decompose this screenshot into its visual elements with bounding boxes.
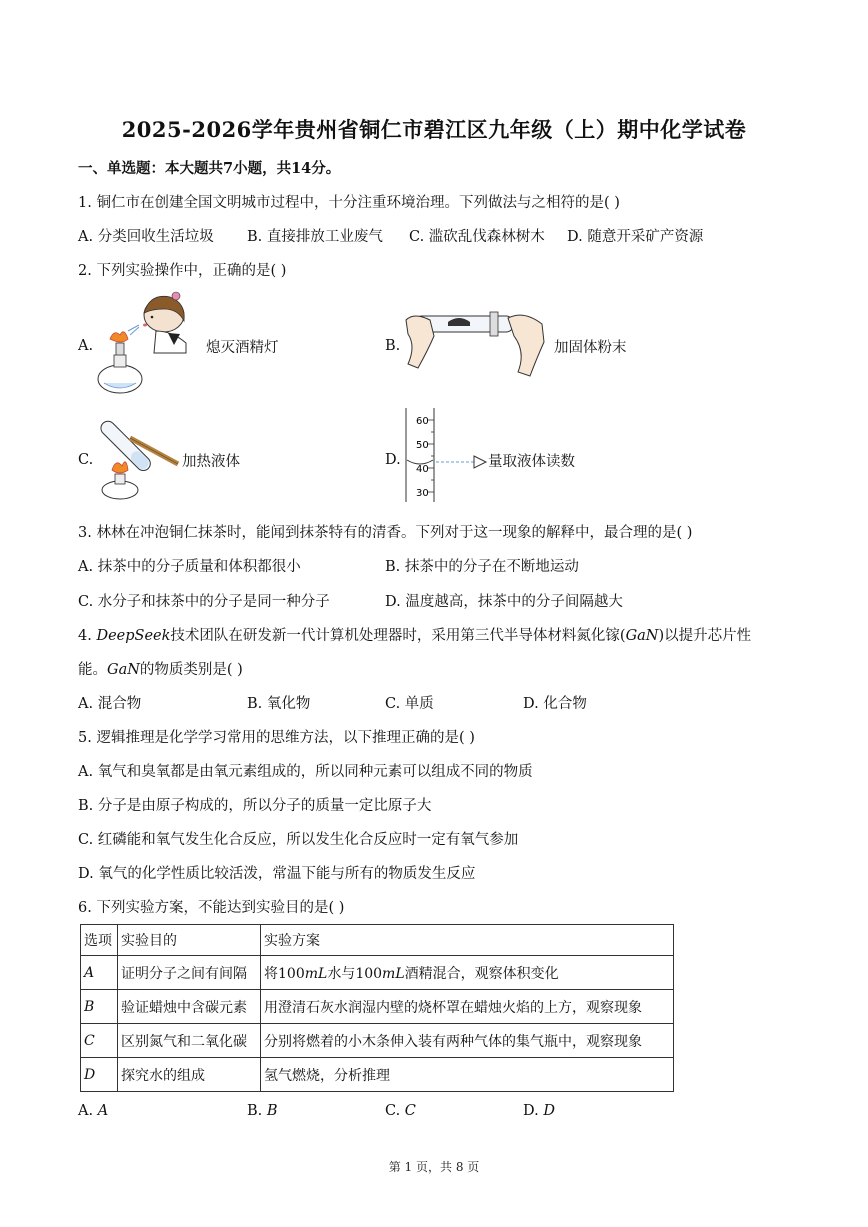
question-1-stem: 1. 铜仁市在创建全国文明城市过程中，十分注重环境治理。下列做法与之相符的是( ) bbox=[78, 195, 620, 211]
q1-option-a: A. 分类回收生活垃圾 bbox=[78, 229, 214, 245]
question-6-stem: 6. 下列实验方案，不能达到实验目的是( ) bbox=[78, 900, 345, 916]
tick-60: 60 bbox=[416, 416, 429, 427]
row-purpose: 验证蜡烛中含碳元素 bbox=[118, 990, 261, 1024]
q5-option-d: D. 氧气的化学性质比较活泼，常温下能与所有的物质发生反应 bbox=[78, 866, 476, 882]
table-row bbox=[81, 990, 674, 1024]
q2-option-a-caption: 熄灭酒精灯 bbox=[206, 340, 279, 356]
table-row bbox=[81, 956, 674, 990]
q5-option-c: C. 红磷能和氧气发生化合反应，所以发生化合反应时一定有氧气参加 bbox=[78, 832, 519, 848]
header-option: 选项 bbox=[81, 925, 118, 956]
row-purpose: 探究水的组成 bbox=[118, 1058, 261, 1092]
experiment-table bbox=[80, 924, 674, 1092]
q6-option-a: A. A bbox=[78, 1103, 109, 1119]
q6-option-b: B. B bbox=[247, 1103, 278, 1119]
q2-option-d-caption: 量取液体读数 bbox=[488, 454, 575, 470]
q4-option-d: D. 化合物 bbox=[523, 696, 587, 712]
q2-option-b-caption: 加固体粉末 bbox=[554, 340, 627, 356]
row-plan: 用澄清石灰水润湿内壁的烧杯罩在蜡烛火焰的上方，观察现象 bbox=[261, 990, 674, 1024]
table-header-row bbox=[81, 925, 674, 956]
q4-option-c: C. 单质 bbox=[385, 696, 434, 712]
row-option: A bbox=[81, 956, 118, 990]
graduated-cylinder-figure bbox=[400, 406, 490, 504]
question-3-stem: 3. 林林在冲泡铜仁抹茶时，能闻到抹茶特有的清香。下列对于这一现象的解释中，最合理的是( ) bbox=[78, 525, 693, 541]
heating-liquid-figure bbox=[94, 408, 184, 500]
q2-option-d-letter: D. bbox=[385, 452, 401, 468]
q6-option-d: D. D bbox=[523, 1103, 555, 1119]
q4-option-b: B. 氧化物 bbox=[247, 696, 311, 712]
q2-option-b-letter: B. bbox=[385, 338, 401, 354]
tick-50: 50 bbox=[416, 440, 429, 451]
row-option: D bbox=[81, 1058, 118, 1092]
q1-option-c: C. 滥砍乱伐森林树木 bbox=[409, 229, 545, 245]
header-plan: 实验方案 bbox=[261, 925, 674, 956]
girl-blowing-lamp-figure bbox=[94, 287, 204, 399]
section-heading: 一、单选题：本大题共7小题，共14分。 bbox=[78, 160, 341, 177]
question-5-stem: 5. 逻辑推理是化学学习常用的思维方法，以下推理正确的是( ) bbox=[78, 730, 475, 746]
q6-option-c: C. C bbox=[385, 1103, 416, 1119]
q4-option-a: A. 混合物 bbox=[78, 696, 142, 712]
q5-option-a: A. 氧气和臭氧都是由氧元素组成的，所以同种元素可以组成不同的物质 bbox=[78, 764, 533, 780]
question-2-stem: 2. 下列实验操作中，正确的是( ) bbox=[78, 263, 287, 279]
tick-30: 30 bbox=[416, 488, 429, 499]
row-option: B bbox=[81, 990, 118, 1024]
row-purpose: 区别氮气和二氧化碳 bbox=[118, 1024, 261, 1058]
q3-option-a: A. 抹茶中的分子质量和体积都很小 bbox=[78, 559, 301, 575]
q2-option-a-letter: A. bbox=[78, 338, 94, 354]
header-purpose: 实验目的 bbox=[118, 925, 261, 956]
q2-option-c-caption: 加热液体 bbox=[182, 454, 240, 470]
row-option: C bbox=[81, 1024, 118, 1058]
adding-powder-tube-figure bbox=[404, 302, 550, 378]
row-plan: 分别将燃着的小木条伸入装有两种气体的集气瓶中，观察现象 bbox=[261, 1024, 674, 1058]
q3-option-d: D. 温度越高，抹茶中的分子间隔越大 bbox=[385, 594, 623, 610]
paper-title: 2025-2026学年贵州省铜仁市碧江区九年级（上）期中化学试卷 bbox=[121, 117, 747, 142]
question-4-stem-line2: 能。GaN的物质类别是( ) bbox=[78, 662, 243, 678]
row-purpose: 证明分子之间有间隔 bbox=[118, 956, 261, 990]
table-row bbox=[81, 1058, 674, 1092]
tick-40: 40 bbox=[416, 464, 429, 475]
question-4-stem-line1: 4. DeepSeek技术团队在研发新一代计算机处理器时，采用第三代半导体材料氮化镓(GaN)以提升芯片性 bbox=[78, 628, 752, 644]
row-plan: 氢气燃烧，分析推理 bbox=[261, 1058, 674, 1092]
q1-option-d: D. 随意开采矿产资源 bbox=[567, 229, 704, 245]
q3-option-b: B. 抹茶中的分子在不断地运动 bbox=[385, 559, 579, 575]
q3-option-c: C. 水分子和抹茶中的分子是同一种分子 bbox=[78, 594, 330, 610]
table-row bbox=[81, 1024, 674, 1058]
q1-option-b: B. 直接排放工业废气 bbox=[247, 229, 383, 245]
page-footer: 第 1 页，共 8 页 bbox=[388, 1160, 480, 1174]
row-plan: 将100mL水与100mL酒精混合，观察体积变化 bbox=[261, 956, 674, 990]
q5-option-b: B. 分子是由原子构成的，所以分子的质量一定比原子大 bbox=[78, 798, 432, 814]
q2-option-c-letter: C. bbox=[78, 452, 94, 468]
